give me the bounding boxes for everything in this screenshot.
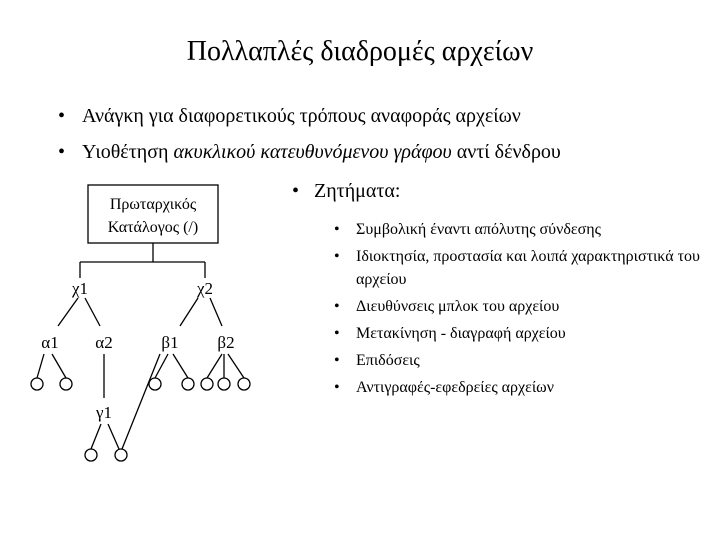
issue-item: • Διευθύνσεις μπλοκ του αρχείου <box>334 295 714 318</box>
node-a1: α1 <box>41 333 59 352</box>
issue-item: • Μετακίνηση - διαγραφή αρχείου <box>334 322 714 345</box>
issue-item: • Αντιγραφές-εφεδρείες αρχείων <box>334 376 714 399</box>
file-node <box>182 378 194 390</box>
file-node <box>238 378 250 390</box>
bullet-adopt-italic: ακυκλικού κατευθυνόμενου γράφου <box>173 141 452 163</box>
file-node <box>60 378 72 390</box>
file-node <box>218 378 230 390</box>
bullet-need-text: Ανάγκη για διαφορετικούς τρόπους αναφοράς αρχείων <box>82 105 521 127</box>
file-node <box>85 449 97 461</box>
node-x2: χ2 <box>196 279 214 298</box>
issues-heading: • Ζητήματα: <box>288 180 400 203</box>
file-node <box>201 378 213 390</box>
root-label-line2: Κατάλογος (/) <box>107 219 199 236</box>
file-node <box>115 449 127 461</box>
issue-item: • Συμβολική έναντι απόλυτης σύνδεσης <box>334 218 714 241</box>
node-b1: β1 <box>161 333 179 352</box>
bullet-adopt-prefix: Υιοθέτηση <box>82 141 174 163</box>
node-a2: α2 <box>95 333 113 352</box>
slide-title: Πολλαπλές διαδρομές αρχείων <box>186 36 534 67</box>
node-g1: γ1 <box>95 403 113 422</box>
issue-item: • Επιδόσεις <box>334 349 714 372</box>
node-b2: β2 <box>217 333 235 352</box>
file-node <box>31 378 43 390</box>
root-label-line1: Πρωταρχικός <box>109 196 197 213</box>
bullet-adopt-suffix: αντί δένδρου <box>451 141 561 163</box>
node-x1: χ1 <box>71 279 89 298</box>
file-node <box>149 378 161 390</box>
issue-item: • Ιδιοκτησία, προστασία και λοιπά χαρακτηριστικά του αρχείου <box>334 245 714 291</box>
